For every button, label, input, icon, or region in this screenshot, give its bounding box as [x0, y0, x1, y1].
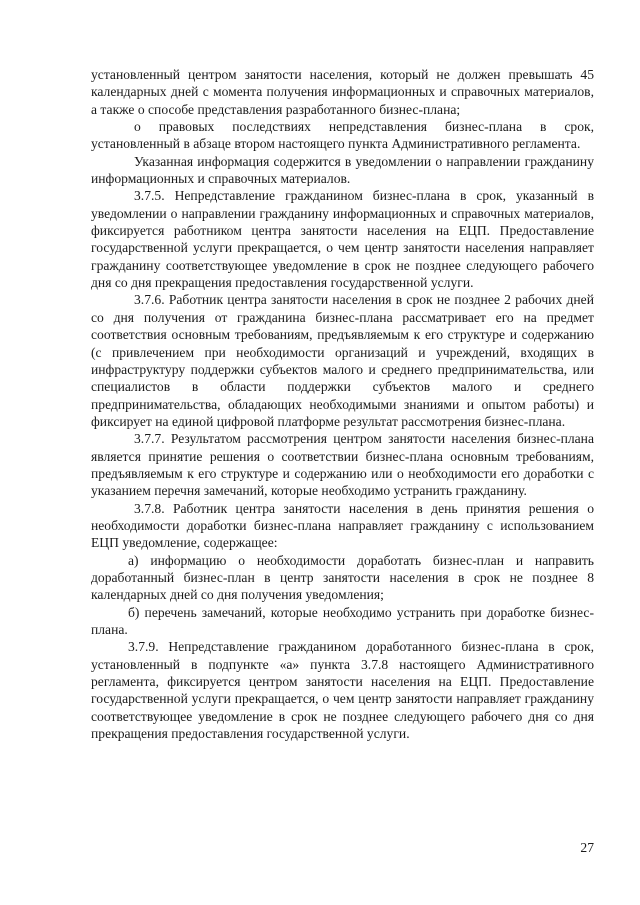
- paragraph-continuation: установленный центром занятости населения, который не должен превышать 45 календарных дней с момента получения информационных и справочных материалов, а также о способе представления разработанного бизнес-плана;: [91, 67, 594, 117]
- paragraph-info-note: Указанная информация содержится в уведомлении о направлении гражданину информационных и справочных материалов.: [91, 153, 594, 187]
- paragraph-item-a: а) информацию о необходимости доработать бизнес-план и направить доработанный бизнес-план в центр занятости населения в срок не позднее 8 календарных дней со дня получения уведомления;: [91, 552, 594, 603]
- document-body: [91, 66, 594, 742]
- page-number: 27: [580, 840, 594, 855]
- paragraph-item-b: б) перечень замечаний, которые необходимо устранить при доработке бизнес-плана.: [91, 604, 594, 637]
- paragraph-3-7-9: 3.7.9. Непредставление гражданином доработанного бизнес-плана в срок, установленный в подпункте «а» пункта 3.7.8 настоящего Административного регламента, фиксируется центром занятости населения на ЕЦП. Предоставление государственной услуги прекращается, о чем центр занятости направляет гражданину соответствующее уведомление в срок не позднее следующего рабочего дня со дня прекращения предоставления государственной услуги.: [91, 639, 594, 742]
- paragraph-legal-consequences: о правовых последствиях непредставления бизнес-плана в срок, установленный в абзаце втором настоящего пункта Административного регламента.: [91, 119, 594, 152]
- paragraph-3-7-8: 3.7.8. Работник центра занятости населения в день принятия решения о необходимости доработки бизнес-плана направляет гражданину с использованием ЕЦП уведомление, содержащее:: [91, 500, 594, 551]
- paragraph-3-7-6: 3.7.6. Работник центра занятости населения в срок не позднее 2 рабочих дней со дня получения от гражданина бизнес-плана рассматривает его на предмет соответствия основным требованиям, предъявляемым к его структуре и содержанию (с привлечением при необходимости организаций и учреждений, входящих в инфраструктуру поддержки субъектов малого и среднего предпринимательства, или специалистов в области поддержки субъектов малого и среднего предпринимательства, обладающих необходимыми знаниями и опытом работы) и фиксирует на единой цифровой платформе результат рассмотрения бизнес-плана.: [91, 292, 594, 429]
- paragraph-3-7-7: 3.7.7. Результатом рассмотрения центром занятости населения бизнес-плана является принятие решения о соответствии бизнес-плана основным требованиям, предъявляемым к его структуре и содержанию или о необходимости его доработки с указанием перечня замечаний, которые необходимо устранить гражданину.: [91, 431, 594, 499]
- paragraph-3-7-5: 3.7.5. Непредставление гражданином бизнес-плана в срок, указанный в уведомлении о направлении гражданину информационных и справочных материалов, фиксируется работником центра занятости населения на ЕЦП. Предоставление государственной услуги прекращается, о чем центр занятости населения направляет гражданину соответствующее уведомление в срок не позднее следующего рабочего дня со дня прекращения предоставления государственной услуги.: [91, 188, 594, 291]
